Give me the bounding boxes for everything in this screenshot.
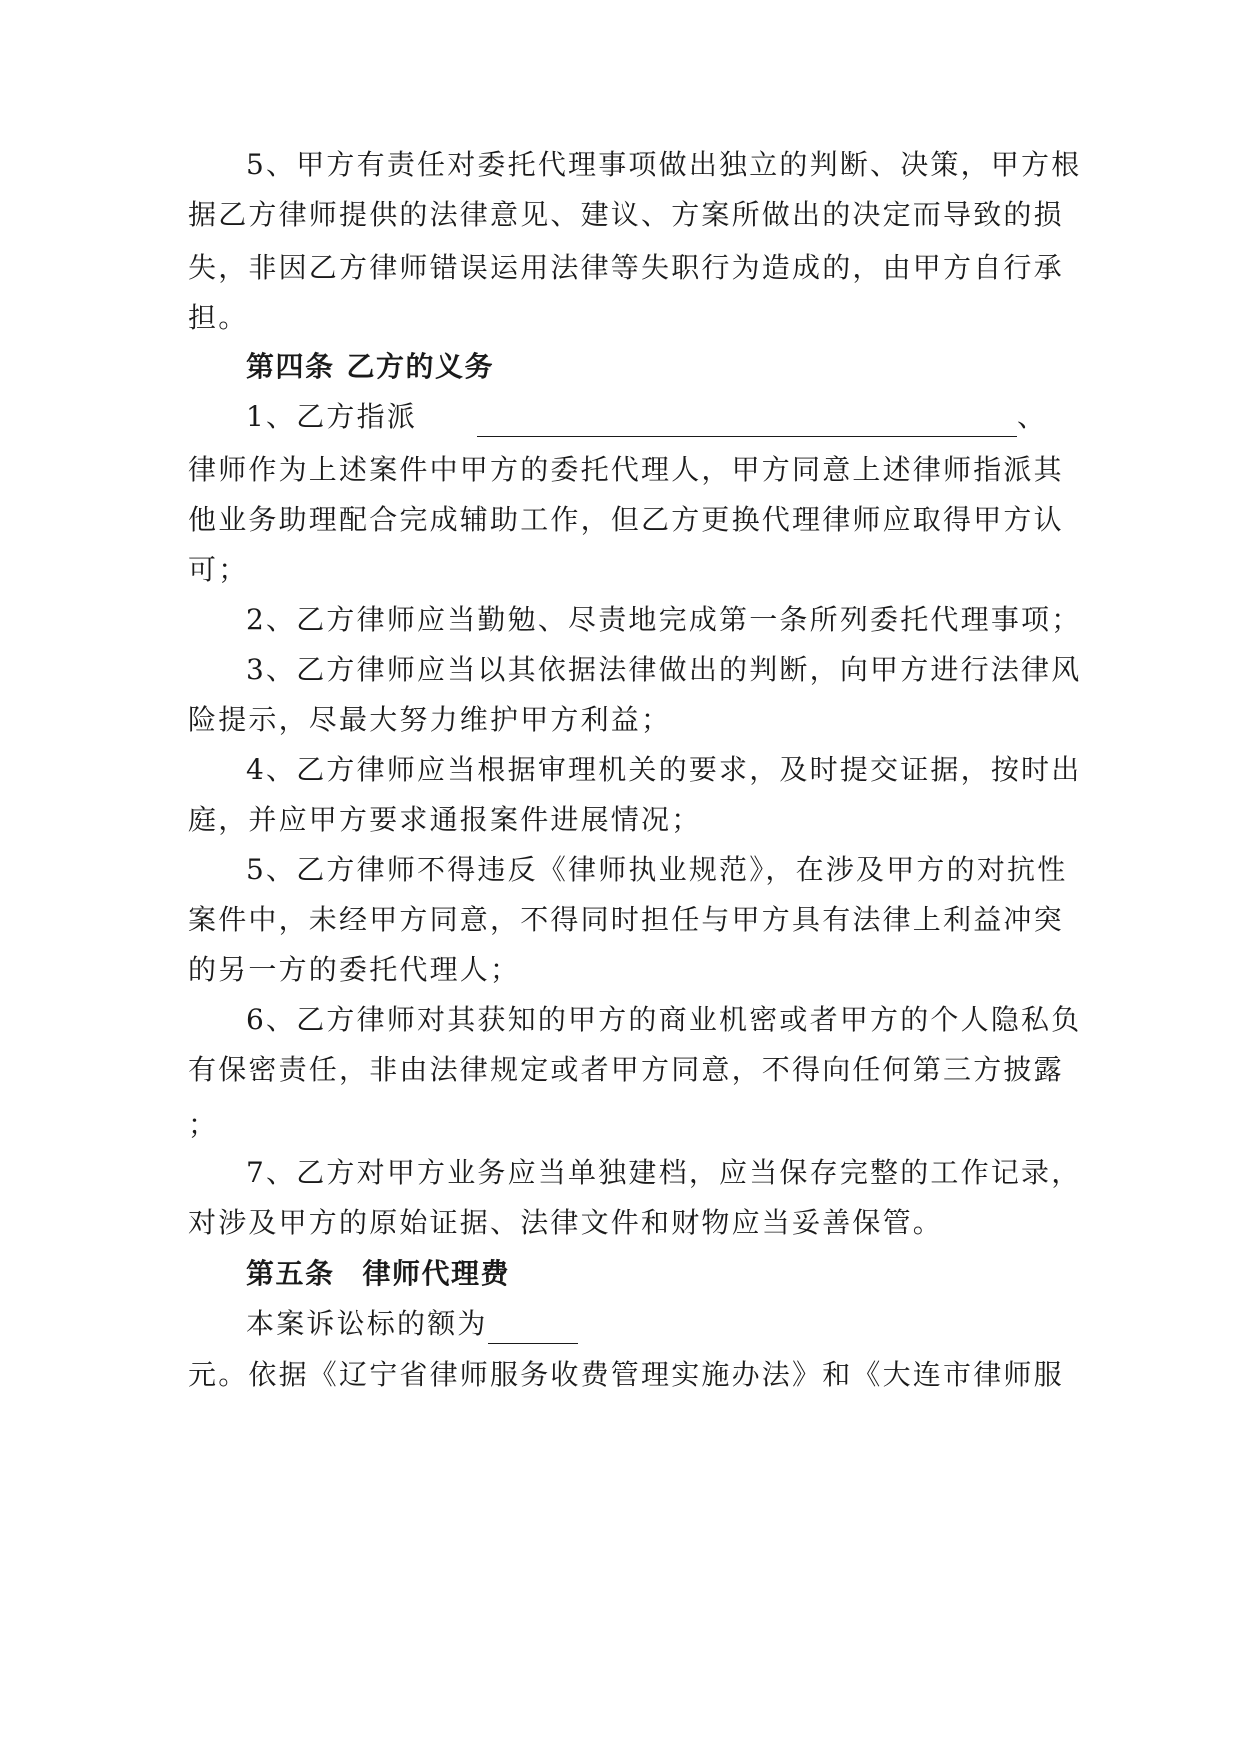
article4-item1-line1 — [246, 397, 1047, 437]
article4-item6-line1: 6、乙方律师对其获知的甲方的商业机密或者甲方的个人隐私负 — [246, 1003, 1082, 1036]
article4-item6-line2: 有保密责任，非由法律规定或者甲方同意，不得向任何第三方披露 — [188, 1053, 1064, 1086]
clause3-item5-line1: 5、甲方有责任对委托代理事项做出独立的判断、决策，甲方根 — [246, 148, 1082, 181]
article4-item5-line2: 案件中，未经甲方同意，不得同时担任与甲方具有法律上利益冲突 — [188, 903, 1064, 936]
clause3-item5-line4: 担。 — [188, 301, 249, 334]
article4-item1-line2: 律师作为上述案件中甲方的委托代理人，甲方同意上述律师指派其 — [188, 453, 1064, 486]
article4-item5-line1: 5、乙方律师不得违反《律师执业规范》，在涉及甲方的对抗性 — [246, 853, 1068, 886]
article4-item1-line3: 他业务助理配合完成辅助工作，但乙方更换代理律师应取得甲方认 — [188, 503, 1064, 536]
article4-item3-line1: 3、乙方律师应当以其依据法律做出的判断，向甲方进行法律风 — [246, 653, 1082, 686]
article4-item5-line3: 的另一方的委托代理人； — [188, 953, 521, 986]
article4-item4-line1: 4、乙方律师应当根据审理机关的要求，及时提交证据，按时出 — [246, 753, 1082, 786]
lawyer-name-blank[interactable] — [477, 406, 1017, 437]
article5-para1-prefix: 本案诉讼标的额为 — [246, 1307, 488, 1340]
article4-item6-line3: ； — [188, 1108, 219, 1141]
article4-item1-line4: 可； — [188, 553, 249, 586]
article4-item7-line2: 对涉及甲方的原始证据、法律文件和财物应当妥善保管。 — [188, 1206, 944, 1239]
clause3-item5-line3: 失，非因乙方律师错误运用法律等失职行为造成的，由甲方自行承 — [188, 251, 1064, 284]
article4-item2-line1: 2、乙方律师应当勤勉、尽责地完成第一条所列委托代理事项； — [246, 603, 1082, 636]
article4-item3-line2: 险提示，尽最大努力维护甲方利益； — [188, 703, 672, 736]
article5-heading-title: 律师代理费 — [362, 1257, 511, 1290]
article5-para1-line1 — [246, 1304, 578, 1344]
article4-item1-prefix: 1、乙方指派 — [246, 400, 418, 433]
article4-heading — [246, 347, 494, 387]
article4-item7-line1: 7、乙方对甲方业务应当单独建档，应当保存完整的工作记录， — [246, 1156, 1082, 1189]
article4-heading-number: 第四条 — [246, 350, 335, 383]
article5-heading — [246, 1254, 510, 1294]
article4-item4-line2: 庭，并应甲方要求通报案件进展情况； — [188, 803, 702, 836]
article5-para1-line2: 元。依据《辽宁省律师服务收费管理实施办法》和《大连市律师服 — [188, 1358, 1064, 1391]
article5-heading-number: 第五条 — [246, 1257, 335, 1290]
article4-item1-suffix: 、 — [1017, 400, 1048, 433]
article4-heading-title: 乙方的义务 — [346, 350, 495, 383]
claim-amount-blank[interactable] — [488, 1313, 578, 1344]
clause3-item5-line2: 据乙方律师提供的法律意见、建议、方案所做出的决定而导致的损 — [188, 198, 1064, 231]
